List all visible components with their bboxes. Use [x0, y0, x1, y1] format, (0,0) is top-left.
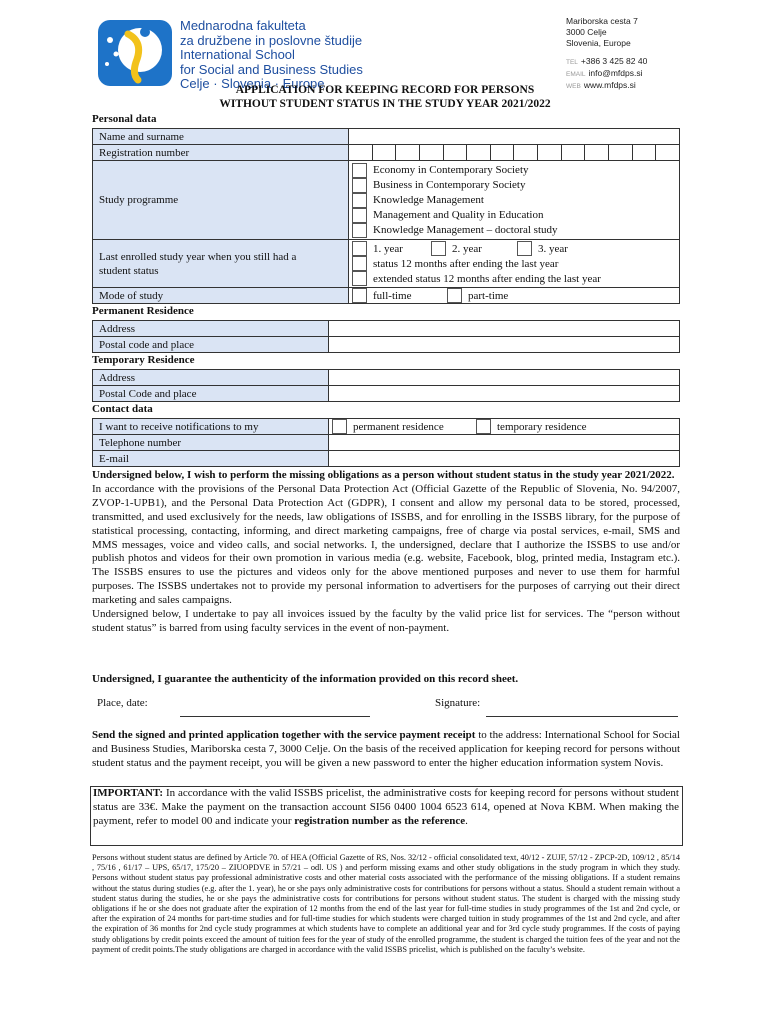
school-name	[180, 19, 363, 92]
tel-value: +386 3 425 82 40	[580, 55, 648, 66]
place-date-line[interactable]	[180, 716, 370, 717]
full-time-label: full-time	[373, 289, 412, 302]
invoice-text: Undersigned below, I undertake to pay all invoices issued by the faculty by the valid price list for services. The “person without student status” is barred from using faculty services in the event of non-payment.	[92, 608, 680, 634]
permanent-postal-label: Postal code and place	[93, 337, 329, 353]
programme-option[interactable]	[349, 208, 679, 223]
address-line: Slovenia, Europe	[566, 38, 631, 49]
section-personal-data: Personal data	[92, 113, 157, 125]
section-temporary-residence: Temporary Residence	[92, 354, 195, 366]
school-name-line: for Social and Business Studies	[180, 61, 363, 77]
declaration-statement: Undersigned below, I wish to perform the missing obligations as a person without student status in the study year 2021/2022.	[92, 469, 675, 481]
footnote: Persons without student status are defined by Article 70. of HEA (Official Gazette of RS, Nos. 32/12 - official consolidated text, 40/12 - ZUJF, 57/12 - ZPCP-2D, 109/12 , 85/14 , 75/16 , 61/17 – UPS, 65/17, 175/20 – ZIUOPDVE in 57/21 – odl. US ) and perform missing exams and other study obligations in the study program in which they study. Persons without student status pay professional administrative costs and other material costs associated with the performance of the missing obligations. If a student remains without the status during studies (e.g. after the 1. year), he or she pays only administrative costs for contributions for persons without a status. Should a student remain without a student status during the studies, he or she pays the administrative costs for contributions for persons without student status. The student is charged with the missing study obligations if he or she does not graduate after the expiration of 12 months from the end of the last year for full-time studies in study programmes of the 1st and 2nd cycle, or after the expiration of 24 months for part-time studies and for full-time studies for which students were charged tuition in study programmes of the 1st and 2nd cycle, and after the expiration of 36 months for 2nd cycle study programmes at which students have to complete an additional year and for 3rd cycle study programmes. If the costs of paying study obligations by credit points exceed the amount of tuition fees for the year of study of the enrolled programme, the student is charged the tuition fees of the year and not the payment of credit points.The study obligations are charged in accordance with the valid ISSBS pricelist, which is published on the faculty’s website.	[92, 853, 680, 954]
email-value: info@mfdps.si	[588, 67, 643, 78]
checkbox[interactable]	[431, 241, 446, 256]
page-title	[0, 84, 770, 111]
send-instructions-bold: Send the signed and printed application together with the service payment receipt	[92, 729, 476, 741]
checkbox[interactable]	[332, 419, 347, 434]
title-line-2: WITHOUT STUDENT STATUS IN THE STUDY YEAR 2021/2022	[219, 97, 551, 110]
important-text	[93, 787, 679, 829]
programme-option[interactable]	[349, 193, 679, 208]
mode-row	[349, 288, 679, 303]
important-label: IMPORTANT:	[93, 787, 164, 799]
web-label: WEB	[566, 83, 581, 91]
important-end: .	[465, 814, 468, 827]
notify-row	[329, 419, 679, 434]
phone-field[interactable]	[329, 435, 680, 451]
temporary-address-label: Address	[93, 370, 329, 386]
school-contact	[566, 16, 647, 92]
school-name-line: za družbene in poslovne študije	[180, 32, 363, 48]
web-value: www.mfdps.si	[583, 80, 636, 91]
registration-label: Registration number	[93, 145, 349, 161]
extended-12-option[interactable]	[349, 271, 679, 286]
place-date-label: Place, date:	[97, 697, 148, 709]
option-label: Economy in Contemporary Society	[373, 164, 529, 176]
declaration-block	[92, 469, 680, 636]
school-name-line: International School	[180, 47, 295, 62]
contact-table	[92, 418, 680, 467]
email-label: EMAIL	[566, 70, 586, 78]
mode-options	[349, 288, 680, 304]
status-12-option[interactable]	[349, 256, 679, 271]
name-label: Name and surname	[93, 129, 349, 145]
checkbox[interactable]	[352, 178, 367, 193]
temporary-address-field[interactable]	[329, 370, 680, 386]
section-permanent-residence: Permanent Residence	[92, 305, 194, 317]
year-options-row	[349, 241, 679, 256]
title-line-1: APPLICATION FOR KEEPING RECORD FOR PERSONS	[235, 84, 535, 96]
option-label: Knowledge Management – doctoral study	[373, 224, 558, 236]
checkbox[interactable]	[517, 241, 532, 256]
checkbox[interactable]	[352, 256, 367, 271]
email-field[interactable]	[329, 451, 680, 467]
section-contact-data: Contact data	[92, 403, 153, 415]
temporary-residence-option: temporary residence	[497, 420, 587, 433]
gdpr-consent-text: In accordance with the provisions of the Personal Data Protection Act (Official Gazette of the Republic of Slovenia, No. 94/2007, ZVOP-1-UPB1), and the Personal Data Protection Act (GDPR), I consent and allow my personal data to be stored, processed, transmitted, and used exclusively for the needs, law obligations of ISSBS, and for enrolling in the ISSBS library, for the purpose of statistical processing, contacting, informing, and direct marketing campaigns, free of charge via postal services, e-mail, SMS and MMS messages, voice and video calls, and social networks. I, the undersigned, declare that I authorize the ISSBS to use and/or publish photos and videos for their own promotion in various media (e.g. website, Facebook, blog, printed media, Instagram etc.). The ISSBS ensures to use the pictures and videos only for the above mentioned purposes and never to use them for harmful purposes. The ISSBS undertakes not to provide my personal information to advertisers for the purposes of carrying out their direct marketing and sales campaigns.	[92, 482, 680, 607]
address-line: Mariborska cesta 7	[566, 16, 638, 26]
option-label: status 12 months after ending the last year	[373, 257, 559, 270]
school-name-line: Mednarodna fakulteta	[180, 18, 306, 33]
programme-options	[349, 161, 680, 240]
important-reference: registration number as the reference	[294, 814, 466, 827]
phone-label: Telephone number	[93, 435, 329, 451]
tel-line	[566, 56, 647, 68]
checkbox[interactable]	[352, 271, 367, 286]
year-1-label: 1. year	[373, 242, 403, 255]
address-line: 3000 Celje	[566, 27, 607, 38]
permanent-residence-option: permanent residence	[353, 420, 444, 433]
year-3-label: 3. year	[538, 242, 568, 255]
checkbox[interactable]	[352, 288, 367, 303]
part-time-label: part-time	[468, 289, 509, 302]
programme-option[interactable]	[349, 163, 679, 178]
tel-label: TEL	[566, 58, 578, 66]
temporary-residence-table	[92, 369, 680, 402]
permanent-postal-field[interactable]	[329, 337, 680, 353]
send-instructions	[92, 729, 680, 771]
permanent-address-label: Address	[93, 321, 329, 337]
option-label: Business in Contemporary Society	[373, 179, 526, 191]
checkbox[interactable]	[352, 208, 367, 223]
school-location: Celje · Slovenia · Europe	[180, 76, 325, 91]
important-box	[90, 786, 683, 846]
notify-label: I want to receive notifications to my	[93, 419, 329, 435]
year-2-label: 2. year	[452, 242, 482, 255]
guarantee-statement: Undersigned, I guarantee the authenticity of the information provided on this record sheet.	[92, 673, 519, 685]
registration-cells	[349, 145, 679, 160]
option-label: Management and Quality in Education	[373, 209, 544, 221]
checkbox[interactable]	[352, 163, 367, 178]
permanent-residence-table	[92, 320, 680, 353]
temporary-postal-field[interactable]	[329, 386, 680, 402]
last-year-label: Last enrolled study year when you still had a student status	[93, 240, 349, 288]
temporary-postal-label: Postal Code and place	[93, 386, 329, 402]
signature-line[interactable]	[486, 716, 678, 717]
programme-option[interactable]	[349, 223, 679, 238]
option-label: Knowledge Management	[373, 194, 484, 206]
permanent-address-field[interactable]	[329, 321, 680, 337]
checkbox[interactable]	[352, 193, 367, 208]
programme-option[interactable]	[349, 178, 679, 193]
checkbox[interactable]	[476, 419, 491, 434]
important-body: In accordance with the valid ISSBS pricelist, the administrative costs for keeping record for persons without student status are 33€. Make the payment on the transaction account SI56 0400 1004 6523 614, opened at Nova KBM. When making the payment, refer to model 00 and indicate your	[93, 787, 679, 827]
programme-label: Study programme	[93, 161, 349, 240]
school-logo	[98, 20, 172, 86]
signature-label: Signature:	[435, 697, 481, 709]
send-instructions-text: to the address: International School for Social and Business Studies, Mariborska cesta 7, 3000 Celje. On the basis of the received application for keeping record for persons without student status and the payment receipt, you will be given a new password to enter the higher education information system Novis.	[92, 729, 680, 769]
option-label: extended status 12 months after ending the last year	[373, 272, 601, 285]
email-line	[566, 68, 647, 80]
registration-number-field[interactable]	[349, 145, 680, 161]
checkbox[interactable]	[447, 288, 462, 303]
email-label: E-mail	[93, 451, 329, 467]
last-year-options	[349, 240, 680, 288]
name-field[interactable]	[349, 129, 680, 145]
notify-options	[329, 419, 680, 435]
mode-label: Mode of study	[93, 288, 349, 304]
checkbox[interactable]	[352, 241, 367, 256]
checkbox[interactable]	[352, 223, 367, 238]
personal-data-table	[92, 128, 680, 304]
